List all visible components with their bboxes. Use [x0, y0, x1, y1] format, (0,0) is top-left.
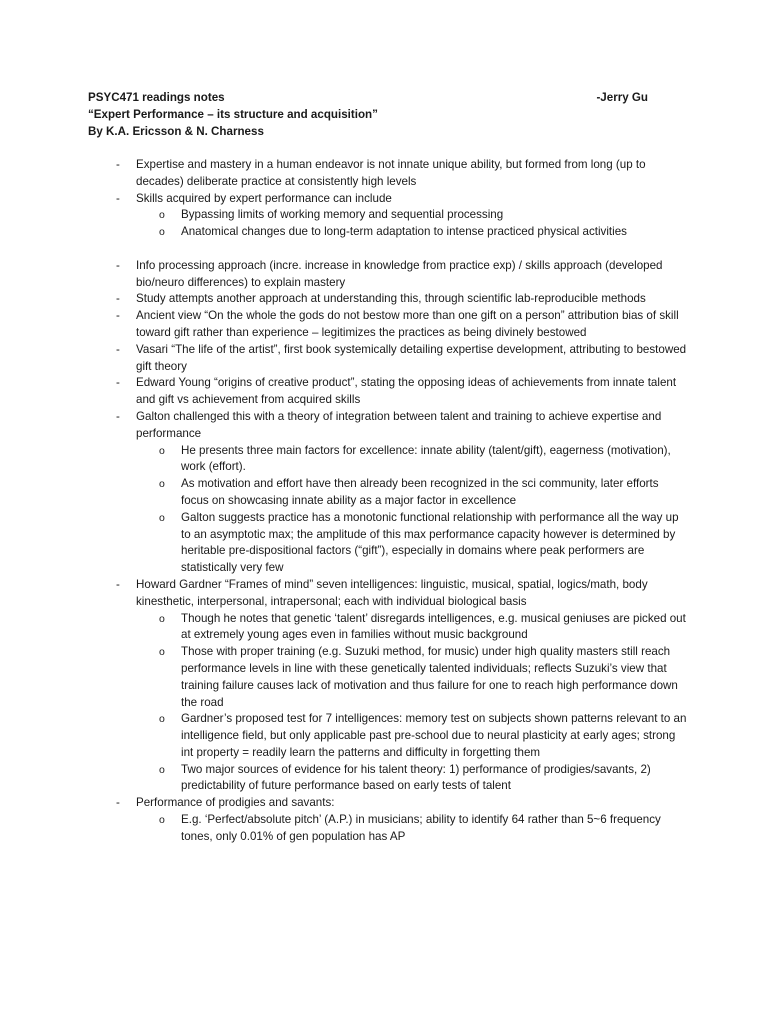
list-item-text: Info processing approach (incre. increase in knowledge from practice exp) / skills approach (developed bio/neuro differences) to explain mastery [136, 258, 663, 289]
list-item [88, 291, 688, 308]
sub-list-item-text: Galton suggests practice has a monotonic functional relationship with performance all the way up to an asymptotic max; the amplitude of this max performance capacity however is determined by heritable pre-dispositional factors (“gift”), especially in domains where peak performers are statistically very few [181, 510, 679, 575]
sub-list-item [136, 510, 688, 577]
list-item [88, 409, 688, 577]
course-title: PSYC471 readings notes [88, 91, 225, 104]
sub-list-item [136, 711, 688, 761]
sub-list [136, 812, 688, 846]
sub-list-item-text: He presents three main factors for excellence: innate ability (talent/gift), eagerness (motivation), work (effort). [181, 443, 671, 474]
sub-list-item-text: As motivation and effort have then already been recognized in the sci community, later efforts focus on showcasing innate ability as a major factor in excellence [181, 477, 659, 507]
list-item [88, 375, 688, 409]
circle-bullet: o [159, 226, 165, 239]
sub-list [136, 207, 688, 241]
circle-bullet: o [159, 444, 165, 457]
circle-bullet: o [159, 814, 165, 827]
sub-list-item [136, 644, 688, 711]
sub-list [136, 443, 688, 577]
list-item [88, 577, 688, 795]
notes-list [88, 157, 688, 846]
document-header [88, 90, 648, 140]
circle-bullet: o [159, 713, 165, 726]
list-item-text: Edward Young “origins of creative product”, stating the opposing ideas of achievements from innate talent and gift vs achievement from acquired skills [136, 376, 677, 407]
reading-title: “Expert Performance – its structure and acquisition” [88, 107, 378, 121]
sub-list-item-text: Two major sources of evidence for his talent theory: 1) performance of prodigies/savants, 2) predictability of future performance based on early tests of talent [181, 762, 651, 793]
byline: By K.A. Ericsson & N. Charness [88, 124, 264, 138]
list-item [88, 342, 688, 376]
circle-bullet: o [159, 646, 165, 659]
sub-list-item [136, 224, 688, 241]
sub-list-item [136, 443, 688, 477]
circle-bullet: o [159, 511, 165, 524]
list-item-text: Skills acquired by expert performance can include [136, 191, 392, 205]
list-item-text: Howard Gardner “Frames of mind” seven intelligences: linguistic, musical, spatial, logics/math, body kinesthetic, interpersonal, intrapersonal; each with individual biological basis [136, 577, 648, 608]
list-item-text: Ancient view “On the whole the gods do not bestow more than one gift on a person” attribution bias of skill toward gift rather than experience – legitimizes the practices as being divinely bestowed [136, 309, 679, 339]
list-item [88, 308, 688, 342]
sub-list-item-text: Anatomical changes due to long-term adaptation to intense practiced physical activities [181, 225, 627, 239]
dash-bullet: - [116, 409, 120, 423]
sub-list-item [136, 476, 688, 510]
circle-bullet: o [159, 763, 165, 776]
dash-bullet: - [116, 342, 120, 356]
circle-bullet: o [159, 478, 165, 491]
list-item [88, 795, 688, 845]
sub-list-item-text: Though he notes that genetic ‘talent’ disregards intelligences, e.g. musical geniuses are picked out at extremely young ages even in families without music background [181, 611, 686, 642]
list-item-text: Galton challenged this with a theory of integration between talent and training to achieve expertise and performance [136, 409, 662, 440]
sub-list-item-text: Those with proper training (e.g. Suzuki method, for music) under high quality masters still reach performance levels in line with these genetically talented individuals; reflects Suzuki’s view that training failure causes lack of motivation and thus failure for one to reach high performance down the road [181, 645, 678, 709]
dash-bullet: - [116, 158, 120, 171]
dash-bullet: - [116, 258, 120, 272]
dash-bullet: - [116, 577, 120, 591]
list-item [88, 191, 688, 241]
dash-bullet: - [116, 796, 120, 810]
sub-list-item-text: Gardner’s proposed test for 7 intelligences: memory test on subjects shown patterns relevant to an intelligence field, but only applicable past pre-school due to neural plasticity at early ages; strong int property = readily learn the patterns and difficulty in forgetting them [181, 712, 687, 759]
dash-bullet: - [116, 309, 120, 323]
dash-bullet: - [116, 191, 120, 205]
dash-bullet: - [116, 376, 120, 390]
sub-list-item-text: E.g. ‘Perfect/absolute pitch’ (A.P.) in musicians; ability to identify 64 rather than 5~6 frequency tones, only 0.01% of gen population has AP [181, 813, 661, 843]
author-name: -Jerry Gu [596, 91, 648, 104]
list-item-text: Expertise and mastery in a human endeavor is not innate unique ability, but formed from long (up to decades) deliberate practice at consistently high levels [136, 158, 646, 188]
list-item-text: Performance of prodigies and savants: [136, 796, 335, 810]
dash-bullet: - [116, 292, 120, 306]
circle-bullet: o [159, 612, 165, 625]
list-item [88, 157, 688, 191]
sub-list-item [136, 812, 688, 846]
list-item-text: Vasari “The life of the artist”, first book systemically detailing expertise development, attributing to bestowed gift theory [136, 342, 687, 373]
sub-list-item-text: Bypassing limits of working memory and sequential processing [181, 208, 504, 222]
list-item-text: Study attempts another approach at understanding this, through scientific lab-reproducible methods [136, 292, 646, 306]
list-item [88, 258, 688, 292]
sub-list-item [136, 611, 688, 645]
sub-list-item [136, 207, 688, 224]
circle-bullet: o [159, 209, 165, 222]
sub-list [136, 611, 688, 796]
sub-list-item [136, 762, 688, 796]
